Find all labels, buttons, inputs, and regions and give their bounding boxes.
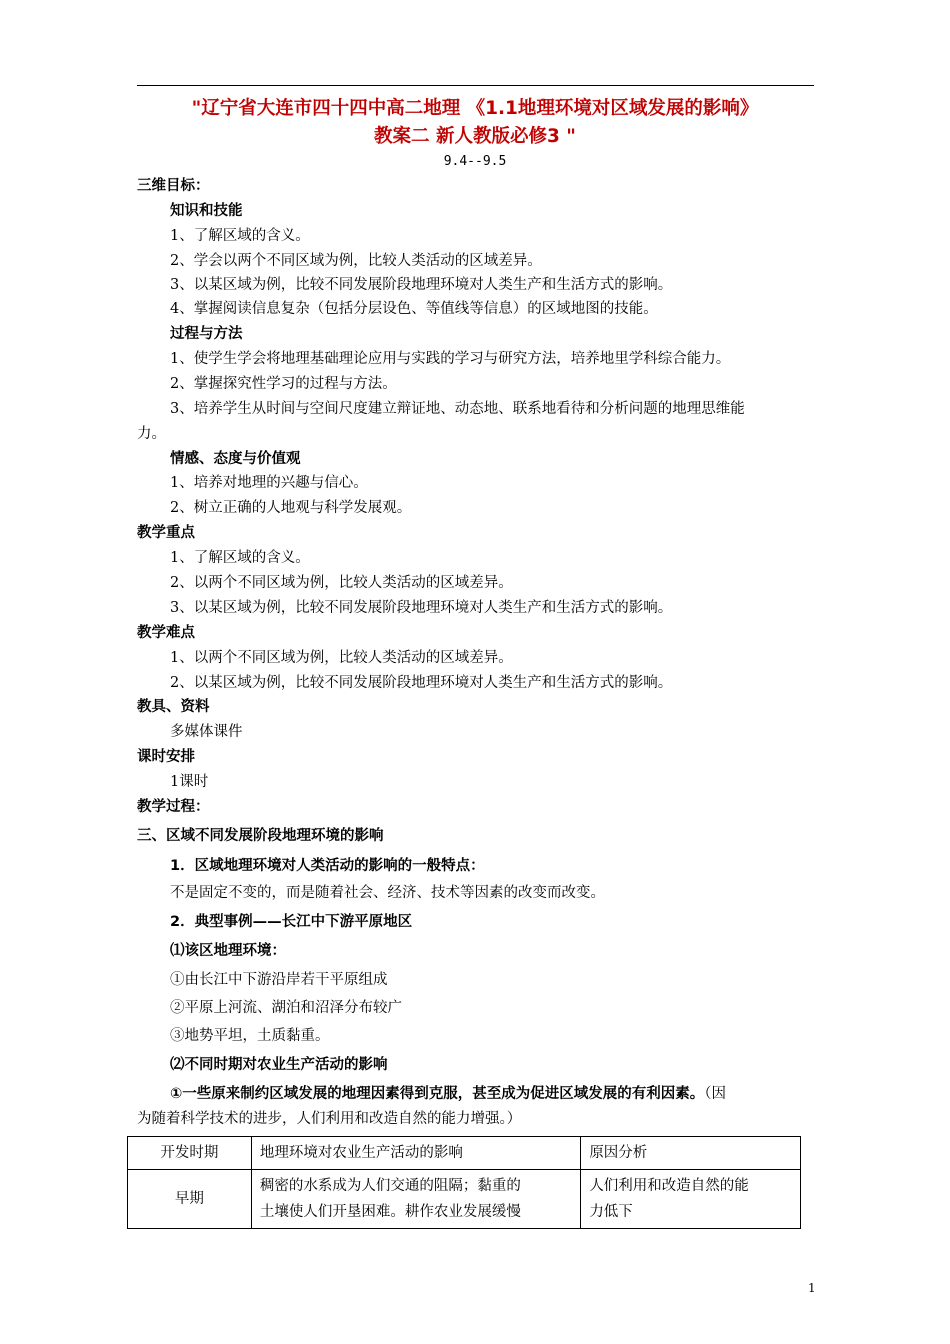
table-cell-period: 早期: [128, 1170, 252, 1229]
subheading-periods: ⑵不同时期对农业生产活动的影响: [170, 1057, 388, 1073]
paragraph: 3、以某区域为例，比较不同发展阶段地理环境对人类生产和生活方式的影响。: [170, 600, 673, 616]
heading-process: 教学过程：: [137, 799, 210, 815]
heading-materials: 教具、资料: [137, 699, 210, 715]
cell-line: 人们利用和改造自然的能: [589, 1178, 749, 1194]
paragraph: 多媒体课件: [170, 724, 243, 740]
list-item: ③地势平坦，土质黏重。: [170, 1028, 330, 1044]
subheading-point-2: 2．典型事例——长江中下游平原地区: [170, 914, 413, 930]
table-header-row: [128, 1137, 801, 1170]
paragraph: 1课时: [170, 774, 209, 790]
doc-date: 9.4--9.5: [443, 154, 507, 169]
paragraph-bold-lead: [170, 1083, 726, 1105]
table-header-cell: 地理环境对农业生产活动的影响: [251, 1137, 580, 1170]
cell-line: 土壤使人们开垦困难。耕作农业发展缓慢: [259, 1204, 521, 1220]
table-cell-impact: [251, 1170, 580, 1229]
paragraph: 2、树立正确的人地观与科学发展观。: [170, 500, 412, 516]
doc-title-line2: 教案二 新人教版必修3 ": [374, 126, 576, 147]
paragraph: 1、以两个不同区域为例，比较人类活动的区域差异。: [170, 650, 513, 666]
subheading-point-1: 1．区域地理环境对人类活动的影响的一般特点：: [170, 858, 485, 874]
paragraph: 3、以某区域为例，比较不同发展阶段地理环境对人类生产和生活方式的影响。: [170, 277, 673, 293]
heading-objectives: 三维目标：: [137, 178, 210, 194]
subheading-knowledge: 知识和技能: [170, 203, 243, 219]
subheading-environment: ⑴该区地理环境：: [170, 943, 286, 959]
table-cell-reason: [581, 1170, 801, 1229]
paragraph: 为随着科学技术的进步，人们利用和改造自然的能力增强。）: [137, 1111, 522, 1127]
heading-difficulties: 教学难点: [137, 625, 195, 641]
paragraph: 不是固定不变的，而是随着社会、经济、技术等因素的改变而改变。: [170, 885, 605, 901]
paragraph: 1、使学生学会将地理基础理论应用与实践的学习与研究方法，培养地里学科综合能力。: [170, 351, 731, 367]
list-item: ②平原上河流、湖泊和沼泽分布较广: [170, 1000, 402, 1016]
table-header-cell: 开发时期: [128, 1137, 252, 1170]
table-row: [128, 1170, 801, 1229]
cell-line: 力低下: [589, 1204, 633, 1220]
cell-line: 稠密的水系成为人们交通的阻隔；黏重的: [259, 1178, 521, 1194]
heading-schedule: 课时安排: [137, 749, 195, 765]
paragraph: 1、了解区域的含义。: [170, 550, 310, 566]
header-rule: [137, 85, 814, 86]
subheading-emotion: 情感、态度与价值观: [170, 451, 301, 467]
paragraph: 4、掌握阅读信息复杂（包括分层设色、等值线等信息）的区域地图的技能。: [170, 301, 658, 317]
paragraph: 2、以两个不同区域为例，比较人类活动的区域差异。: [170, 575, 513, 591]
table-header-cell: 原因分析: [581, 1137, 801, 1170]
doc-title-line1: "辽宁省大连市四十四中高二地理 《1.1地理环境对区域发展的影响》: [191, 98, 759, 119]
heading-section-3: 三、区域不同发展阶段地理环境的影响: [137, 828, 384, 844]
list-item: ①由长江中下游沿岸若干平原组成: [170, 972, 388, 988]
paragraph: 2、以某区域为例，比较不同发展阶段地理环境对人类生产和生活方式的影响。: [170, 675, 673, 691]
subheading-process: 过程与方法: [170, 326, 243, 342]
paragraph: 1、培养对地理的兴趣与信心。: [170, 475, 368, 491]
heading-key-points: 教学重点: [137, 525, 195, 541]
paragraph-tail: （因: [704, 1086, 727, 1102]
development-table: [127, 1136, 801, 1229]
paragraph: 1、了解区域的含义。: [170, 228, 310, 244]
page-number: 1: [808, 1281, 816, 1295]
paragraph: 力。: [137, 426, 166, 442]
paragraph: 3、培养学生从时间与空间尺度建立辩证地、动态地、联系地看待和分析问题的地理思维能: [170, 401, 745, 417]
bold-statement: ①一些原来制约区域发展的地理因素得到克服，甚至成为促进区域发展的有利因素。: [170, 1086, 705, 1102]
paragraph: 2、学会以两个不同区域为例，比较人类活动的区域差异。: [170, 253, 542, 269]
paragraph: 2、掌握探究性学习的过程与方法。: [170, 376, 397, 392]
